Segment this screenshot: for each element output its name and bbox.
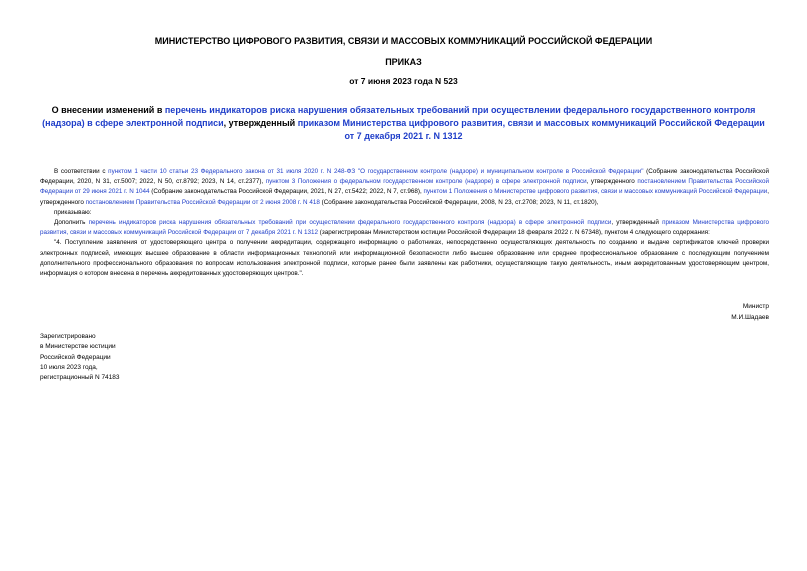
text: (зарегистрирован Министерством юстиции Российской Федерации 18 февраля 2022 г. N 67348), пунктом 4 следующего содержания:	[318, 229, 710, 237]
signature-block	[731, 302, 769, 323]
text: , утвержденного	[40, 188, 769, 206]
text: (Собрание законодательства Российской Федерации, 2020, N 31, ст.5007; 2022, N 50, ст.8792; 2023, N 14, ст.2377),	[40, 168, 770, 186]
link-order-1312[interactable]: приказом Министерства цифрового развития, связи и массовых коммуникаций Российской Федерации от 7 декабря 2021 г. N 1312	[40, 219, 769, 237]
ministry-heading: МИНИСТЕРСТВО ЦИФРОВОГО РАЗВИТИЯ, СВЯЗИ И МАССОВЫХ КОММУНИКАЦИЙ РОССИЙСКОЙ ФЕДЕРАЦИИ	[154, 36, 653, 46]
paragraph-amendment	[40, 218, 769, 238]
title-link-order[interactable]: приказом Министерства цифрового развития, связи и массовых коммуникаций Российской Федерации от 7 декабря 2021 г. N 1312	[297, 118, 765, 141]
registration-line: в Министерстве юстиции	[40, 343, 116, 351]
text: (Собрание законодательства Российской Федерации, 2021, N 27, ст.5422; 2022, N 7, ст.968),	[149, 188, 424, 196]
paragraph-item-4: "4. Поступление заявления от удостоверяющего центра о получении аккредитации, содержащего информацию о работниках, непосредственно осуществляющих деятельность по созданию и выдаче сертификатов ключей проверки электронных подписей, имеющих высшее образование в области информационных технологий или информационной безопасности либо высшее образование или среднее профессиональное образование с последующим получением дополнительного профессионального образования по вопросам использования электронной подписи, которые ранее были заявлены как работники, осуществляющие такую деятельность, иным аккредитованным удостоверяющим центром, информация о котором внесена в перечень аккредитованных удостоверяющих центров.".	[40, 239, 769, 278]
registration-block	[40, 332, 120, 383]
registration-number: регистрационный N 74183	[40, 374, 120, 382]
signatory-name: М.И.Шадаев	[731, 313, 769, 321]
paragraph-order-word: приказываю:	[54, 208, 92, 216]
registration-date: 10 июля 2023 года,	[40, 363, 98, 371]
link-regulation-p3[interactable]: пунктом 3 Положения о федеральном государственном контроле (надзоре) в сфере электронной подписи	[265, 178, 587, 186]
document-body	[40, 167, 769, 279]
text: (Собрание законодательства Российской Федерации, 2008, N 23, ст.2708; 2023, N 11, ст.1820),	[319, 198, 599, 206]
doc-date: от 7 июня 2023 года N 523	[349, 76, 458, 86]
link-law-248[interactable]: пунктом 1 части 10 статьи 23 Федерального закона от 31 июля 2020 г. N 248-ФЗ "О государственном контроле (надзоре) и муниципальном контроле в Российской Федерации"	[108, 168, 644, 175]
registration-line: Зарегистрировано	[40, 333, 96, 340]
link-ministry-regulation[interactable]: пунктом 1 Положения о Министерстве цифрового развития, связи и массовых коммуникаций Российской Федерации	[423, 188, 768, 196]
doc-type: ПРИКАЗ	[385, 57, 422, 67]
paragraph-basis	[40, 167, 769, 208]
document-title	[40, 104, 767, 143]
link-resolution-1044[interactable]: постановлением Правительства Российской Федерации от 29 июня 2021 г. N 1044	[40, 178, 769, 196]
title-text: О внесении изменений в	[51, 105, 165, 115]
text: , утвержденный	[611, 219, 663, 227]
title-link-list[interactable]: перечень индикаторов риска нарушения обязательных требований при осуществлении федерального государственного контроля (надзора) в сфере электронной подписи	[42, 105, 756, 128]
text: В соответствии с	[54, 168, 109, 175]
title-text: , утвержденный	[223, 118, 298, 128]
text: Дополнить	[54, 219, 89, 227]
text: , утвержденного	[586, 178, 638, 186]
registration-line: Российской Федерации	[40, 353, 111, 361]
link-indicator-list[interactable]: перечень индикаторов риска нарушения обязательных требований при осуществлении федерального государственного контроля (надзора) в сфере электронной подписи	[88, 219, 612, 227]
signatory-position: Министр	[742, 303, 769, 310]
link-resolution-418[interactable]: постановлением Правительства Российской Федерации от 2 июня 2008 г. N 418	[85, 198, 320, 206]
